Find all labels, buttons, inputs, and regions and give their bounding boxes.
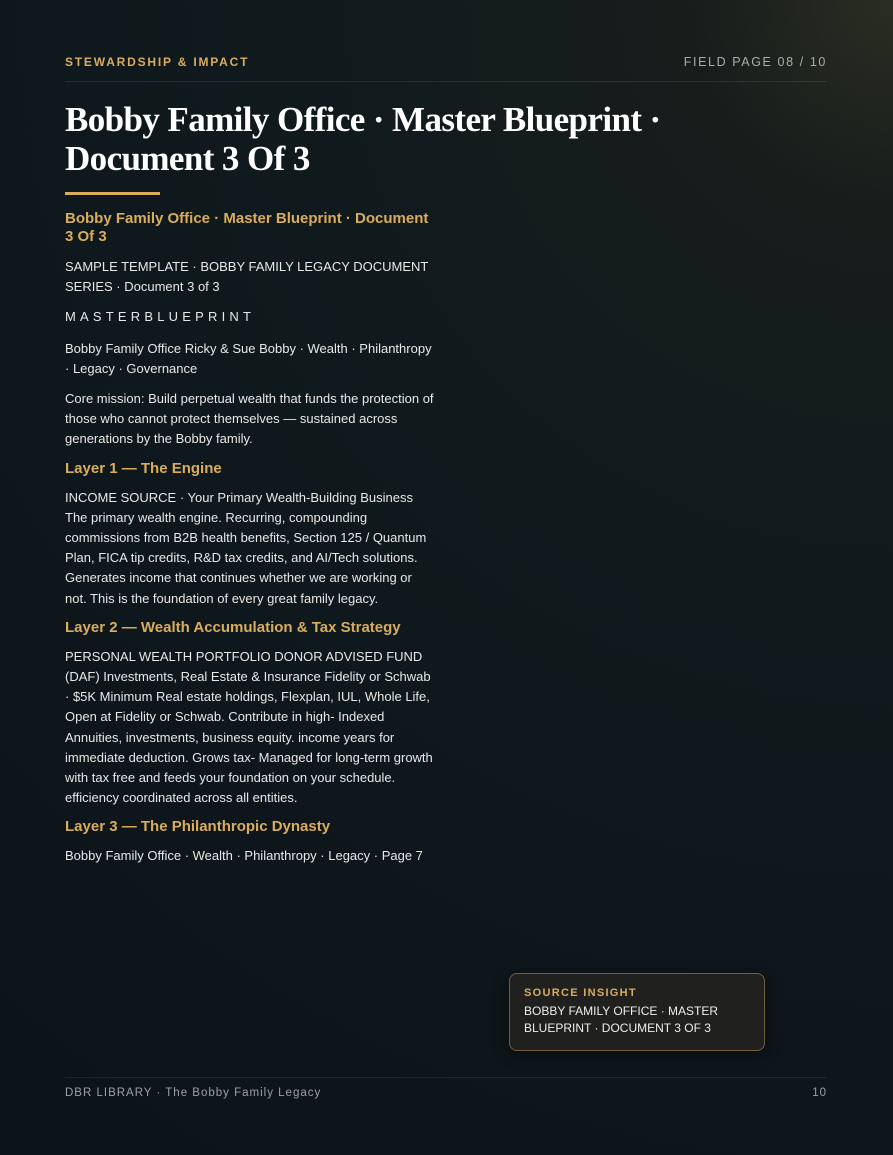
page-footer bbox=[65, 1087, 827, 1099]
layer-2-text: PERSONAL WEALTH PORTFOLIO DONOR ADVISED FUND (DAF) Investments, Real Estate & Insurance Fidelity or Schwab · $5K Minimum Real estate holdings, Flexplan, IUL, Whole Life, Open at Fidelity or Schwab. Contribute in high- Indexed Annuities, investments, business equity. income years for immediate deduction. Grows tax- Managed for long-term growth with tax free and feeds your foundation on your schedule. efficiency coordinated across all entities. bbox=[65, 648, 433, 806]
template-line: SAMPLE TEMPLATE · BOBBY FAMILY LEGACY DOCUMENT SERIES · Document 3 of 3 bbox=[65, 259, 429, 295]
layer-1-heading: Layer 1 — The Engine bbox=[65, 459, 222, 477]
layer-3-heading: Layer 3 — The Philanthropic Dynasty bbox=[65, 818, 331, 836]
source-insight-text: BOBBY FAMILY OFFICE · MASTER BLUEPRINT · DOCUMENT 3 OF 3 bbox=[524, 1004, 719, 1035]
title-accent-bar bbox=[65, 192, 160, 195]
footer-divider bbox=[65, 1077, 827, 1078]
field-page-label: FIELD PAGE 08 / 10 bbox=[683, 55, 827, 69]
page-header bbox=[65, 55, 827, 69]
footer-page-number: 10 bbox=[812, 1087, 827, 1099]
spaced-heading: MASTERBLUEPRINT bbox=[65, 309, 256, 325]
source-insight-label: SOURCE INSIGHT bbox=[524, 987, 637, 999]
document-subtitle: Bobby Family Office · Master Blueprint · Document 3 Of 3 bbox=[65, 210, 429, 245]
office-line: Bobby Family Office Ricky & Sue Bobby · Wealth · Philanthropy · Legacy · Governance bbox=[65, 340, 432, 376]
section-label: STEWARDSHIP & IMPACT bbox=[65, 55, 250, 69]
layer-2-heading: Layer 2 — Wealth Accumulation & Tax Strategy bbox=[65, 618, 401, 636]
source-insight-card bbox=[509, 973, 765, 1051]
mission-statement: Core mission: Build perpetual wealth that funds the protection of those who cannot protect themselves — sustained across generations by the Bobby family. bbox=[65, 391, 434, 447]
layer-3-text: Bobby Family Office · Wealth · Philanthropy · Legacy · Page 7 bbox=[65, 848, 423, 864]
layer-1-text: INCOME SOURCE · Your Primary Wealth-Building Business The primary wealth engine. Recurring, compounding commissions from B2B health benefits, Section 125 / Quantum Plan, FICA tip credits, R&D tax credits, and AI/Tech solutions. Generates income that continues whether we are working or not. This is the foundation of every great family legacy. bbox=[65, 489, 427, 606]
footer-library-label: DBR LIBRARY · The Bobby Family Legacy bbox=[65, 1087, 322, 1099]
header-divider bbox=[65, 81, 827, 82]
main-content bbox=[65, 210, 437, 877]
page-title: Bobby Family Office · Master Blueprint · Document 3 Of 3 bbox=[65, 100, 661, 178]
